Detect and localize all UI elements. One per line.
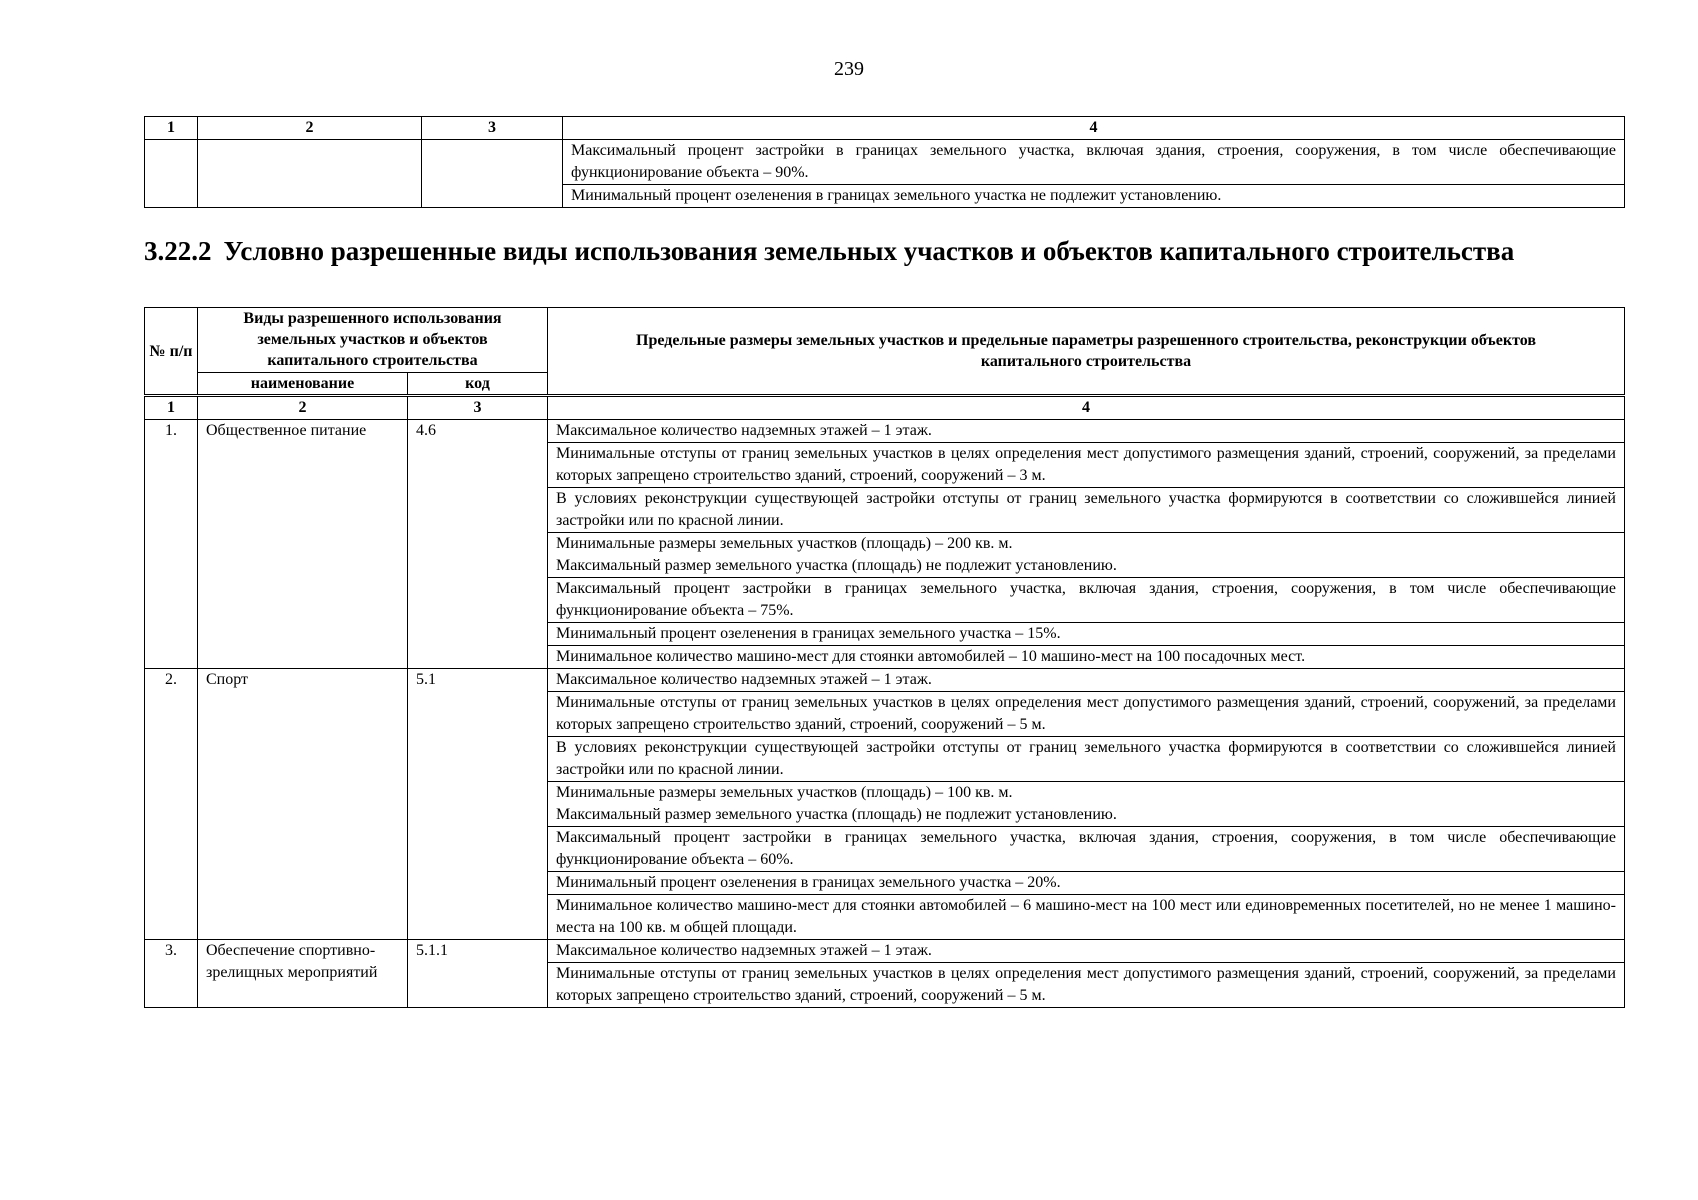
col-number-2: 2 [198, 117, 422, 140]
header-limits: Предельные размеры земельных участков и предельные параметры разрешенного строительства, реконструкции объектов капитального строительства [548, 308, 1625, 396]
use-name: Обеспечение спортивно-зрелищных мероприятий [198, 940, 408, 1008]
param-cell: Минимальное количество машино-мест для стоянки автомобилей – 10 машино-мест на 100 посадочных мест. [548, 646, 1625, 669]
use-code: 5.1 [408, 669, 548, 940]
param-cell: Минимальные отступы от границ земельных участков в целях определения мест допустимого размещения зданий, строений, сооружений, за пределами которых запрещено строительство зданий, строений, сооружений – 5 м. [548, 692, 1625, 737]
param-cell: Минимальный процент озеленения в границах земельного участка не подлежит установлению. [563, 185, 1625, 208]
section-heading [144, 236, 1644, 267]
header-row [145, 308, 1625, 373]
table-row [145, 420, 1625, 443]
col-number-3: 3 [422, 117, 563, 140]
header-no: № п/п [145, 308, 198, 396]
continuation-table [144, 116, 1625, 208]
param-cell: Максимальное количество надземных этажей – 1 этаж. [548, 669, 1625, 692]
table-row [145, 140, 1625, 185]
empty-cell [145, 140, 198, 208]
col-number-1: 1 [145, 117, 198, 140]
param-cell: Максимальное количество надземных этажей – 1 этаж. [548, 940, 1625, 963]
param-cell: Минимальное количество машино-мест для стоянки автомобилей – 6 машино-мест на 100 мест или единовременных посетителей, но не менее 1 машино-места на 100 кв. м общей площади. [548, 895, 1625, 940]
column-number-row [145, 396, 1625, 420]
param-cell: Минимальные размеры земельных участков (площадь) – 200 кв. м. Максимальный размер земельного участка (площадь) не подлежит установлению. [548, 533, 1625, 578]
header-name: наименование [198, 373, 408, 396]
use-name: Общественное питание [198, 420, 408, 669]
row-number: 1. [145, 420, 198, 669]
section-title: Условно разрешенные виды использования земельных участков и объектов капитального строительства [223, 236, 1515, 266]
param-cell: В условиях реконструкции существующей застройки отступы от границ земельного участка формируются в соответствии со сложившейся линией застройки или по красной линии. [548, 488, 1625, 533]
col-number-4: 4 [563, 117, 1625, 140]
header-code: код [408, 373, 548, 396]
col-number-4: 4 [548, 396, 1625, 420]
param-cell: Максимальное количество надземных этажей – 1 этаж. [548, 420, 1625, 443]
col-number-1: 1 [145, 396, 198, 420]
col-number-2: 2 [198, 396, 408, 420]
param-cell: Минимальный процент озеленения в границах земельного участка – 20%. [548, 872, 1625, 895]
use-name: Спорт [198, 669, 408, 940]
table-row [145, 669, 1625, 692]
param-cell: Минимальные размеры земельных участков (площадь) – 100 кв. м. Максимальный размер земельного участка (площадь) не подлежит установлению. [548, 782, 1625, 827]
table-row [145, 940, 1625, 963]
param-cell: В условиях реконструкции существующей застройки отступы от границ земельного участка формируются в соответствии со сложившейся линией застройки или по красной линии. [548, 737, 1625, 782]
param-cell: Максимальный процент застройки в границах земельного участка, включая здания, строения, сооружения, в том числе обеспечивающие функционирование объекта – 75%. [548, 578, 1625, 623]
page-number: 239 [834, 58, 864, 80]
param-cell: Минимальный процент озеленения в границах земельного участка – 15%. [548, 623, 1625, 646]
empty-cell [422, 140, 563, 208]
column-number-row [145, 117, 1625, 140]
section-number: 3.22.2 [144, 236, 212, 266]
param-cell: Минимальные отступы от границ земельных участков в целях определения мест допустимого размещения зданий, строений, сооружений, за пределами которых запрещено строительство зданий, строений, сооружений – 5 м. [548, 963, 1625, 1008]
param-cell: Максимальный процент застройки в границах земельного участка, включая здания, строения, сооружения, в том числе обеспечивающие функционирование объекта – 60%. [548, 827, 1625, 872]
empty-cell [198, 140, 422, 208]
table-body [145, 420, 1625, 1008]
use-code: 5.1.1 [408, 940, 548, 1008]
param-cell: Максимальный процент застройки в границах земельного участка, включая здания, строения, сооружения, в том числе обеспечивающие функционирование объекта – 90%. [563, 140, 1625, 185]
use-code: 4.6 [408, 420, 548, 669]
permitted-use-table [144, 307, 1625, 1008]
row-number: 3. [145, 940, 198, 1008]
header-kinds: Виды разрешенного использования земельных участков и объектов капитального строительства [198, 308, 548, 373]
row-number: 2. [145, 669, 198, 940]
param-cell: Минимальные отступы от границ земельных участков в целях определения мест допустимого размещения зданий, строений, сооружений, за пределами которых запрещено строительство зданий, строений, сооружений – 3 м. [548, 443, 1625, 488]
col-number-3: 3 [408, 396, 548, 420]
